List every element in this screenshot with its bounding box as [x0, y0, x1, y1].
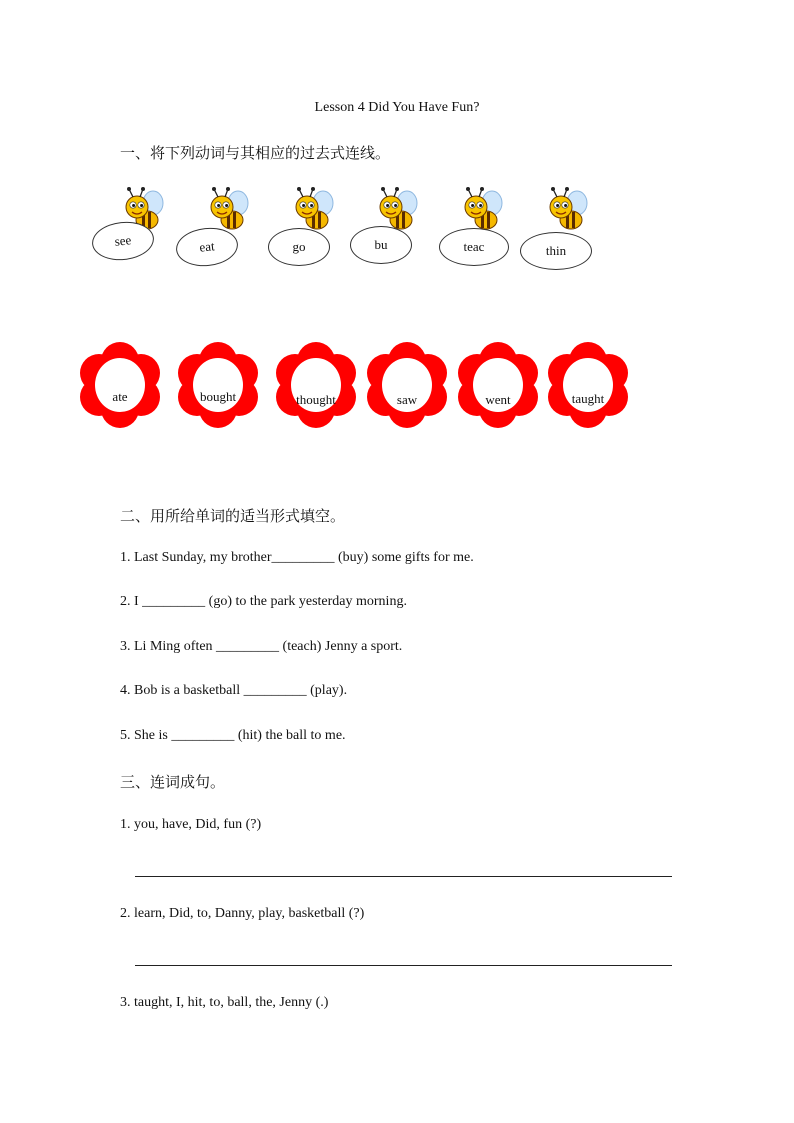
past-form-label: went [485, 392, 511, 407]
flower-icon [75, 340, 165, 430]
verb-bubble: eat [174, 225, 240, 269]
fill-blank-question: 2. I _________ (go) to the park yesterday morning. [120, 594, 407, 609]
past-form-label: thought [296, 392, 336, 407]
flower-icon [453, 340, 543, 430]
verb-bubble: go [268, 228, 330, 266]
flower-icon [362, 340, 452, 430]
fill-blank-question: 4. Bob is a basketball _________ (play). [120, 683, 348, 698]
fill-blank-question: 1. Last Sunday, my brother_________ (buy) some gifts for me. [120, 550, 474, 565]
section3-heading: 三、连词成句。 [120, 773, 226, 791]
verb-bubble: bu [350, 226, 412, 264]
flower-icon [271, 340, 361, 430]
past-form-label: taught [571, 391, 605, 406]
verb-bubble: teac [439, 228, 509, 266]
past-form-label: bought [199, 389, 237, 404]
fill-blank-question: 3. Li Ming often _________ (teach) Jenny a sport. [120, 639, 403, 654]
sentence-question: 1. you, have, Did, fun (?) [120, 817, 262, 832]
verb-bubble: see [90, 219, 156, 263]
section2-heading: 二、用所给单词的适当形式填空。 [120, 507, 346, 525]
fill-blank-question: 5. She is _________ (hit) the ball to me. [120, 728, 346, 743]
flower-icon [173, 340, 263, 430]
page-title: Lesson 4 Did You Have Fun? [314, 100, 480, 115]
verb-bubble: thin [520, 232, 592, 270]
bee-icon [544, 186, 594, 236]
answer-line[interactable] [135, 965, 672, 966]
sentence-question: 2. learn, Did, to, Danny, play, basketball (?) [120, 906, 365, 921]
section1-heading: 一、将下列动词与其相应的过去式连线。 [120, 144, 391, 162]
answer-line[interactable] [135, 876, 672, 877]
sentence-question: 3. taught, I, hit, to, ball, the, Jenny (.) [120, 995, 329, 1010]
past-form-label: saw [396, 392, 418, 407]
past-form-label: ate [112, 389, 128, 404]
flower-icon [543, 340, 633, 430]
